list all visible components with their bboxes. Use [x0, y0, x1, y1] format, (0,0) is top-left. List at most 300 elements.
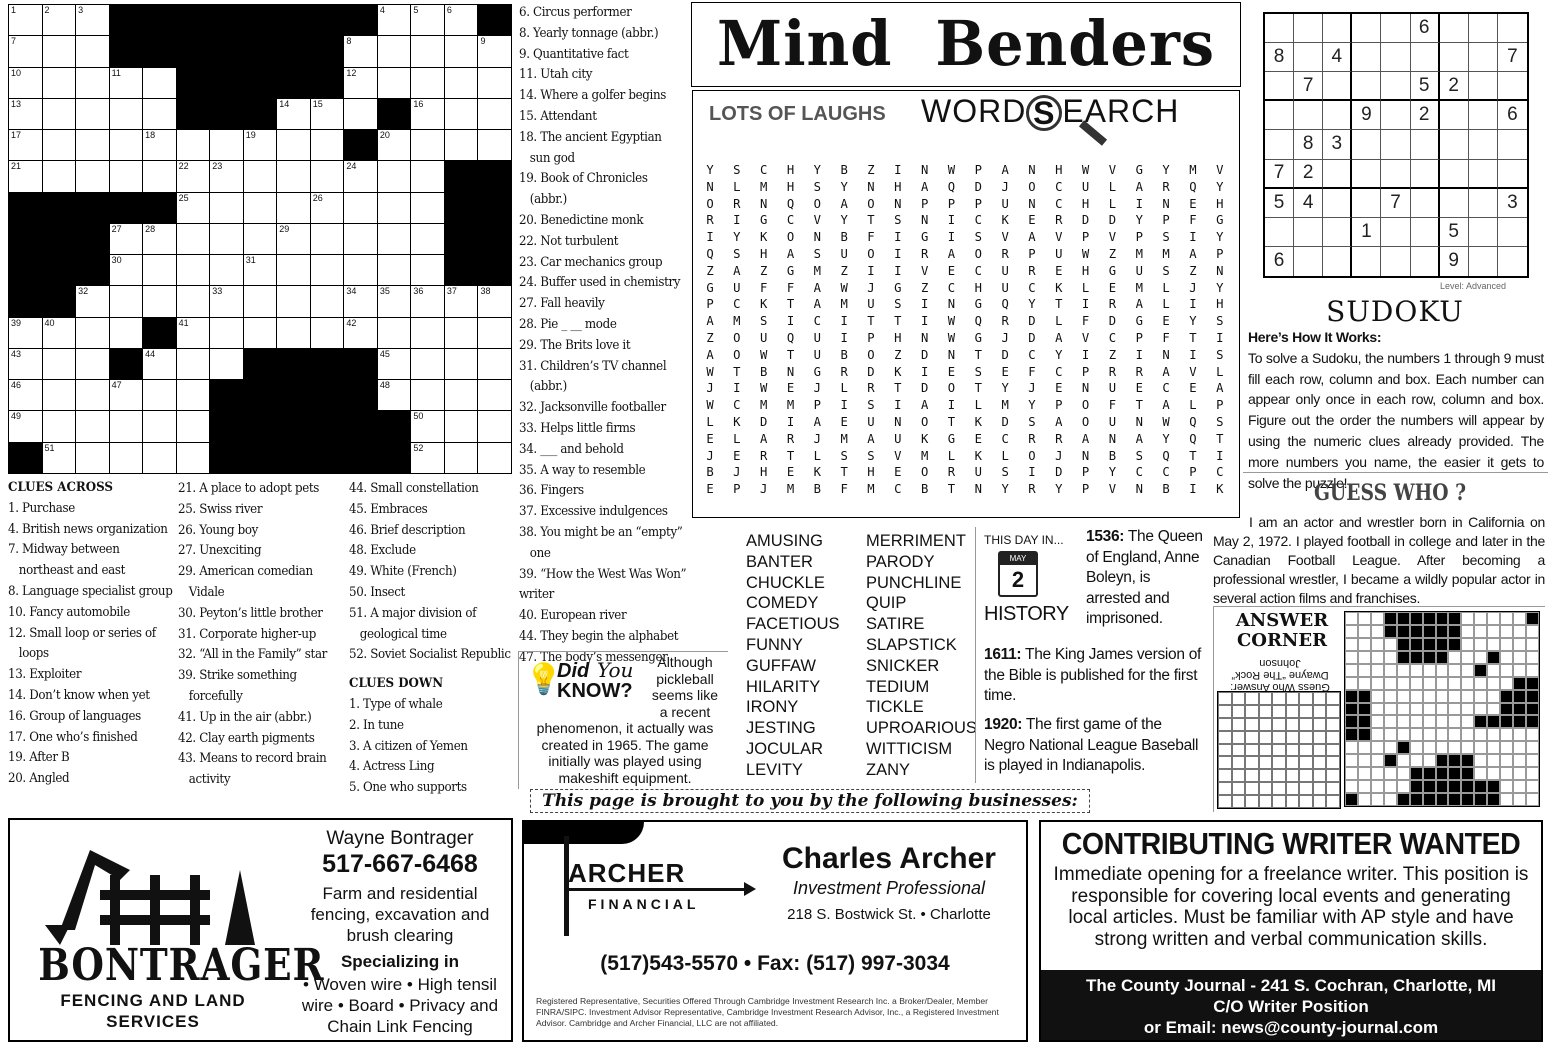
crossword-cell[interactable]	[411, 36, 444, 66]
crossword-cell[interactable]	[43, 318, 76, 348]
crossword-cell[interactable]	[478, 286, 511, 316]
crossword-cell[interactable]	[244, 286, 277, 316]
word-search-letter[interactable]: G	[894, 280, 902, 295]
word-search-letter[interactable]: T	[840, 465, 848, 480]
word-search-letter[interactable]: H	[1216, 297, 1224, 312]
crossword-cell[interactable]	[110, 380, 143, 410]
crossword-cell[interactable]	[411, 193, 444, 223]
word-search-letter[interactable]: Y	[813, 163, 821, 177]
word-search-letter[interactable]: V	[1108, 230, 1117, 245]
crossword-cell[interactable]	[344, 224, 377, 254]
word-search-letter[interactable]: L	[1001, 448, 1009, 463]
word-search-letter[interactable]: S	[813, 179, 821, 194]
crossword-cell[interactable]	[210, 255, 243, 285]
word-search-letter[interactable]: S	[840, 448, 848, 463]
word-search-letter[interactable]: T	[894, 381, 902, 396]
word-search-letter[interactable]: A	[947, 246, 956, 261]
crossword-cell[interactable]	[445, 349, 478, 379]
word-search-letter[interactable]: S	[733, 163, 741, 177]
word-search-letter[interactable]: I	[1189, 297, 1197, 312]
crossword-cell[interactable]	[143, 161, 176, 191]
word-search-letter[interactable]: O	[813, 196, 821, 211]
crossword-cell[interactable]	[143, 99, 176, 129]
sudoku-cell[interactable]	[1381, 247, 1410, 276]
sudoku-cell[interactable]	[1498, 218, 1527, 247]
word-search-letter[interactable]: O	[1028, 179, 1036, 194]
word-search-letter[interactable]: Q	[974, 314, 982, 329]
crossword-cell[interactable]	[344, 68, 377, 98]
word-search-letter[interactable]: S	[1135, 448, 1143, 463]
word-search-letter[interactable]: I	[1081, 297, 1090, 312]
word-search-letter[interactable]: Y	[1135, 213, 1143, 228]
word-search-letter[interactable]: A	[759, 431, 768, 446]
word-search-letter[interactable]: I	[894, 263, 902, 278]
word-search-letter[interactable]: M	[840, 297, 848, 312]
word-search-letter[interactable]: Z	[706, 330, 714, 345]
word-search-letter[interactable]: G	[974, 297, 982, 312]
word-search-letter[interactable]: V	[1216, 163, 1224, 177]
word-search-letter[interactable]: O	[867, 347, 875, 362]
word-search-letter[interactable]: S	[759, 314, 768, 329]
sudoku-cell[interactable]	[1352, 14, 1381, 43]
crossword-cell[interactable]	[9, 349, 42, 379]
word-search-letter[interactable]: C	[733, 398, 741, 413]
word-search-letter[interactable]: N	[706, 179, 714, 194]
word-search-letter[interactable]: A	[1028, 230, 1036, 245]
word-search-letter[interactable]: N	[920, 163, 929, 177]
crossword-cell[interactable]	[277, 286, 310, 316]
sudoku-cell[interactable]	[1440, 14, 1469, 43]
word-search-letter[interactable]: T	[947, 414, 956, 429]
crossword-cell[interactable]	[378, 318, 411, 348]
crossword-cell[interactable]	[445, 286, 478, 316]
word-search-letter[interactable]: A	[706, 314, 714, 329]
crossword-cell[interactable]	[277, 193, 310, 223]
sudoku-cell[interactable]	[1352, 189, 1381, 218]
word-search-letter[interactable]: S	[1162, 263, 1170, 278]
word-search-letter[interactable]: R	[1055, 213, 1063, 228]
word-search-letter[interactable]: C	[1108, 330, 1117, 345]
word-search-letter[interactable]: R	[1028, 263, 1036, 278]
sudoku-cell[interactable]	[1294, 101, 1323, 130]
sudoku-cell[interactable]	[1411, 43, 1440, 72]
word-search-letter[interactable]: L	[1162, 297, 1170, 312]
crossword-cell[interactable]	[445, 411, 478, 441]
word-search-letter[interactable]: C	[1055, 196, 1063, 211]
crossword-cell[interactable]	[110, 130, 143, 160]
word-search-letter[interactable]: D	[759, 414, 768, 429]
crossword-cell[interactable]	[411, 349, 444, 379]
crossword-cell[interactable]	[177, 130, 210, 160]
crossword-cell[interactable]	[411, 5, 444, 35]
word-search-letter[interactable]: O	[920, 414, 929, 429]
word-search-letter[interactable]: C	[1162, 465, 1170, 480]
word-search-letter[interactable]: L	[1216, 364, 1224, 379]
crossword-cell[interactable]	[210, 349, 243, 379]
word-search-letter[interactable]: K	[1001, 213, 1009, 228]
word-search-letter[interactable]: B	[840, 347, 848, 362]
crossword-cell[interactable]	[478, 349, 511, 379]
word-search-letter[interactable]: T	[733, 364, 741, 379]
word-search-letter[interactable]: I	[1216, 448, 1224, 463]
crossword-cell[interactable]	[143, 130, 176, 160]
word-search-letter[interactable]: T	[1189, 448, 1197, 463]
crossword-cell[interactable]	[43, 443, 76, 473]
word-search-letter[interactable]: N	[1162, 196, 1170, 211]
word-search-letter[interactable]: K	[1216, 482, 1224, 497]
word-search-letter[interactable]: R	[759, 448, 768, 463]
word-search-letter[interactable]: K	[759, 230, 768, 245]
crossword-cell[interactable]	[244, 193, 277, 223]
crossword-cell[interactable]	[110, 286, 143, 316]
word-search-letter[interactable]: K	[920, 431, 929, 446]
word-search-letter[interactable]: C	[1216, 465, 1224, 480]
word-search-letter[interactable]: Q	[786, 330, 795, 345]
word-search-letter[interactable]: I	[1189, 230, 1197, 245]
word-search-letter[interactable]: L	[733, 431, 741, 446]
crossword-cell[interactable]	[344, 255, 377, 285]
word-search-letter[interactable]: R	[920, 246, 929, 261]
word-search-letter[interactable]: E	[786, 465, 795, 480]
crossword-cell[interactable]	[445, 5, 478, 35]
crossword-cell[interactable]	[311, 99, 344, 129]
word-search-letter[interactable]: F	[867, 230, 875, 245]
crossword-cell[interactable]	[378, 130, 411, 160]
word-search-letter[interactable]: B	[759, 364, 768, 379]
crossword-cell[interactable]	[411, 68, 444, 98]
word-search-letter[interactable]: R	[1135, 364, 1143, 379]
word-search-letter[interactable]: V	[1081, 330, 1090, 345]
crossword-cell[interactable]	[445, 68, 478, 98]
crossword-cell[interactable]	[76, 443, 109, 473]
word-search-letter[interactable]: S	[894, 297, 902, 312]
crossword-cell[interactable]	[76, 99, 109, 129]
word-search-letter[interactable]: Z	[759, 263, 768, 278]
crossword-cell[interactable]	[311, 224, 344, 254]
crossword-cell[interactable]	[177, 286, 210, 316]
word-search-letter[interactable]: E	[1055, 263, 1063, 278]
crossword-cell[interactable]	[378, 349, 411, 379]
word-search-letter[interactable]: E	[947, 364, 956, 379]
crossword-cell[interactable]	[43, 349, 76, 379]
word-search-letter[interactable]: W	[706, 364, 714, 379]
sudoku-cell[interactable]	[1265, 130, 1294, 159]
crossword-cell[interactable]	[277, 130, 310, 160]
word-search-letter[interactable]: Y	[1216, 230, 1224, 245]
word-search-letter[interactable]: P	[1028, 246, 1036, 261]
word-search-letter[interactable]: J	[867, 280, 875, 295]
sudoku-cell[interactable]	[1469, 189, 1498, 218]
crossword-cell[interactable]	[445, 36, 478, 66]
word-search-letter[interactable]: T	[786, 297, 795, 312]
crossword-cell[interactable]	[177, 161, 210, 191]
word-search-letter[interactable]: N	[786, 364, 795, 379]
crossword-cell[interactable]	[143, 443, 176, 473]
word-search-letter[interactable]: S	[867, 448, 875, 463]
word-search-letter[interactable]: I	[947, 398, 956, 413]
word-search-letter[interactable]: R	[1108, 364, 1117, 379]
sudoku-cell[interactable]	[1294, 247, 1323, 276]
word-search-letter[interactable]: Q	[1189, 431, 1197, 446]
sudoku-cell[interactable]	[1294, 43, 1323, 72]
crossword-cell[interactable]	[411, 255, 444, 285]
word-search-letter[interactable]: D	[1001, 347, 1009, 362]
word-search-letter[interactable]: E	[733, 448, 741, 463]
word-search-letter[interactable]: K	[733, 414, 741, 429]
word-search-letter[interactable]: U	[974, 465, 982, 480]
word-search-letter[interactable]: D	[1055, 465, 1063, 480]
word-search-letter[interactable]: K	[894, 364, 902, 379]
word-search-letter[interactable]: P	[1135, 230, 1143, 245]
crossword-cell[interactable]	[43, 36, 76, 66]
word-search-letter[interactable]: W	[1162, 414, 1170, 429]
sudoku-cell[interactable]	[1323, 72, 1352, 101]
crossword-cell[interactable]	[478, 380, 511, 410]
word-search-letter[interactable]: P	[1081, 230, 1090, 245]
crossword-cell[interactable]	[244, 255, 277, 285]
word-search-letter[interactable]: P	[1135, 330, 1143, 345]
word-search-letter[interactable]: T	[786, 347, 795, 362]
word-search-letter[interactable]: R	[1001, 314, 1009, 329]
word-search-letter[interactable]: L	[1081, 280, 1090, 295]
crossword-cell[interactable]	[110, 443, 143, 473]
word-search-letter[interactable]: I	[920, 314, 929, 329]
crossword-cell[interactable]	[177, 193, 210, 223]
word-search-letter[interactable]: C	[947, 280, 956, 295]
sudoku-cell[interactable]	[1440, 43, 1469, 72]
sudoku-cell[interactable]	[1352, 130, 1381, 159]
word-search-letter[interactable]: M	[1135, 280, 1143, 295]
word-search-letter[interactable]: S	[1001, 465, 1009, 480]
word-search-letter[interactable]: I	[920, 364, 929, 379]
word-search-letter[interactable]: A	[1135, 431, 1143, 446]
word-search-letter[interactable]: V	[1001, 230, 1009, 245]
sudoku-cell[interactable]	[1469, 160, 1498, 189]
word-search-letter[interactable]: A	[1189, 246, 1197, 261]
word-search-letter[interactable]: E	[1189, 381, 1197, 396]
word-search-letter[interactable]: O	[786, 230, 795, 245]
word-search-letter[interactable]: O	[867, 246, 875, 261]
word-search-letter[interactable]: L	[1162, 280, 1170, 295]
word-search-letter[interactable]: U	[759, 330, 768, 345]
word-search-letter[interactable]: N	[1135, 414, 1143, 429]
crossword-cell[interactable]	[277, 255, 310, 285]
word-search-letter[interactable]: S	[813, 246, 821, 261]
crossword-cell[interactable]	[411, 161, 444, 191]
word-search-letter[interactable]: I	[920, 297, 929, 312]
word-search-letter[interactable]: S	[733, 246, 741, 261]
word-search-letter[interactable]: A	[813, 280, 821, 295]
sudoku-cell[interactable]	[1498, 14, 1527, 43]
word-search-letter[interactable]: E	[1108, 280, 1117, 295]
word-search-letter[interactable]: Z	[1108, 347, 1117, 362]
word-search-letter[interactable]: P	[1216, 246, 1224, 261]
crossword-cell[interactable]	[9, 68, 42, 98]
word-search-letter[interactable]: Z	[706, 263, 714, 278]
word-search-letter[interactable]: G	[1135, 314, 1143, 329]
crossword-cell[interactable]	[76, 380, 109, 410]
word-search-letter[interactable]: Y	[1028, 297, 1036, 312]
word-search-letter[interactable]: T	[974, 347, 982, 362]
word-search-letter[interactable]: H	[1081, 263, 1090, 278]
sudoku-cell[interactable]	[1469, 72, 1498, 101]
word-search-letter[interactable]: T	[974, 381, 982, 396]
word-search-letter[interactable]: B	[920, 482, 929, 497]
crossword-cell[interactable]	[244, 318, 277, 348]
word-search-letter[interactable]: S	[1216, 314, 1224, 329]
crossword-cell[interactable]	[244, 130, 277, 160]
word-search-letter[interactable]: U	[813, 347, 821, 362]
word-search-letter[interactable]: I	[786, 414, 795, 429]
sudoku-cell[interactable]	[1411, 130, 1440, 159]
word-search-letter[interactable]: J	[1028, 381, 1036, 396]
word-search-letter[interactable]: B	[1108, 448, 1117, 463]
word-search-letter[interactable]: M	[840, 431, 848, 446]
word-search-letter[interactable]: O	[1081, 414, 1090, 429]
word-search-letter[interactable]: B	[813, 482, 821, 497]
sudoku-cell[interactable]	[1440, 189, 1469, 218]
word-search-letter[interactable]: U	[1055, 246, 1063, 261]
word-search-letter[interactable]: A	[1162, 364, 1170, 379]
sudoku-cell[interactable]	[1440, 101, 1469, 130]
word-search-letter[interactable]: Q	[786, 196, 795, 211]
crossword-cell[interactable]	[177, 443, 210, 473]
word-search-letter[interactable]: H	[894, 330, 902, 345]
word-search-letter[interactable]: O	[974, 246, 982, 261]
word-search-letter[interactable]: T	[867, 314, 875, 329]
word-search-letter[interactable]: J	[733, 465, 741, 480]
sudoku-cell[interactable]	[1323, 14, 1352, 43]
word-search-letter[interactable]: V	[920, 263, 929, 278]
crossword-cell[interactable]	[277, 224, 310, 254]
crossword-cell[interactable]	[311, 193, 344, 223]
crossword-cell[interactable]	[210, 318, 243, 348]
word-search-letter[interactable]: T	[867, 213, 875, 228]
word-search-letter[interactable]: I	[1216, 330, 1224, 345]
crossword-cell[interactable]	[143, 380, 176, 410]
crossword-cell[interactable]	[177, 255, 210, 285]
crossword-cell[interactable]	[378, 255, 411, 285]
sudoku-cell[interactable]	[1352, 160, 1381, 189]
crossword-cell[interactable]	[378, 36, 411, 66]
word-search-letter[interactable]: R	[786, 431, 795, 446]
word-search-letter[interactable]: Q	[1189, 179, 1197, 194]
sudoku-cell[interactable]	[1323, 160, 1352, 189]
crossword-cell[interactable]	[9, 161, 42, 191]
word-search-letter[interactable]: N	[947, 297, 956, 312]
word-search-letter[interactable]: E	[894, 465, 902, 480]
word-search-letter[interactable]: U	[1081, 179, 1090, 194]
crossword-cell[interactable]	[445, 380, 478, 410]
crossword-cell[interactable]	[311, 161, 344, 191]
crossword-cell[interactable]	[43, 5, 76, 35]
word-search-letter[interactable]: D	[1028, 330, 1036, 345]
crossword-cell[interactable]	[143, 255, 176, 285]
word-search-letter[interactable]: C	[813, 314, 821, 329]
word-search-letter[interactable]: Y	[1189, 314, 1197, 329]
crossword-cell[interactable]	[9, 5, 42, 35]
word-search-letter[interactable]: Z	[840, 263, 848, 278]
word-search-letter[interactable]: G	[974, 330, 982, 345]
crossword-cell[interactable]	[478, 411, 511, 441]
word-search-letter[interactable]: W	[1081, 246, 1090, 261]
crossword-cell[interactable]	[43, 380, 76, 410]
word-search-letter[interactable]: N	[1028, 163, 1036, 177]
word-search-letter[interactable]: N	[867, 179, 875, 194]
word-search-letter[interactable]: U	[1108, 414, 1117, 429]
word-search-letter[interactable]: G	[786, 263, 795, 278]
word-search-letter[interactable]: H	[1055, 163, 1063, 177]
sudoku-cell[interactable]	[1265, 14, 1294, 43]
word-search-letter[interactable]: L	[1055, 314, 1063, 329]
sudoku-cell[interactable]	[1323, 247, 1352, 276]
word-search-letter[interactable]: O	[1028, 448, 1036, 463]
word-search-letter[interactable]: I	[1135, 347, 1143, 362]
word-search-letter[interactable]: A	[1162, 398, 1170, 413]
word-search-letter[interactable]: E	[706, 431, 714, 446]
word-search-letter[interactable]: U	[1001, 280, 1009, 295]
word-search-letter[interactable]: J	[759, 482, 768, 497]
word-search-letter[interactable]: U	[867, 297, 875, 312]
word-search-letter[interactable]: T	[1216, 431, 1224, 446]
word-search-letter[interactable]: A	[1216, 381, 1224, 396]
word-search-letter[interactable]: R	[1108, 297, 1117, 312]
word-search-letter[interactable]: P	[1081, 482, 1090, 497]
word-search-letter[interactable]: D	[920, 347, 929, 362]
word-search-letter[interactable]: Z	[867, 163, 875, 177]
word-search-letter[interactable]: J	[1055, 448, 1063, 463]
crossword-cell[interactable]	[76, 5, 109, 35]
word-search-letter[interactable]: N	[894, 414, 902, 429]
word-search-letter[interactable]: E	[1162, 314, 1170, 329]
word-search-letter[interactable]: Z	[894, 347, 902, 362]
sudoku-cell[interactable]	[1411, 218, 1440, 247]
word-search-letter[interactable]: C	[1028, 280, 1036, 295]
crossword-cell[interactable]	[411, 130, 444, 160]
word-search-letter[interactable]: M	[786, 398, 795, 413]
word-search-letter[interactable]: U	[813, 330, 821, 345]
word-search-letter[interactable]: V	[813, 213, 821, 228]
word-search-letter[interactable]: C	[733, 297, 741, 312]
word-search-letter[interactable]: A	[786, 246, 795, 261]
word-search-letter[interactable]: W	[759, 381, 768, 396]
word-search-letter[interactable]: P	[974, 163, 982, 177]
crossword-cell[interactable]	[9, 130, 42, 160]
crossword-cell[interactable]	[143, 224, 176, 254]
sudoku-cell[interactable]	[1381, 72, 1410, 101]
word-search-letter[interactable]: I	[947, 213, 956, 228]
word-search-letter[interactable]: L	[733, 179, 741, 194]
word-search-letter[interactable]: S	[974, 364, 982, 379]
word-search-letter[interactable]: K	[974, 448, 982, 463]
word-search-letter[interactable]: I	[1189, 482, 1197, 497]
word-search-letter[interactable]: W	[947, 314, 956, 329]
word-search-letter[interactable]: N	[1108, 431, 1117, 446]
word-search-letter[interactable]: D	[1108, 314, 1117, 329]
word-search-letter[interactable]: V	[1055, 230, 1063, 245]
word-search-letter[interactable]: K	[974, 414, 982, 429]
sudoku-cell[interactable]	[1469, 14, 1498, 43]
word-search-letter[interactable]: N	[1216, 263, 1224, 278]
sudoku-cell[interactable]	[1265, 218, 1294, 247]
word-search-letter[interactable]: G	[813, 364, 821, 379]
sudoku-cell[interactable]	[1411, 189, 1440, 218]
word-search-letter[interactable]: G	[1135, 163, 1143, 177]
word-search-letter[interactable]: A	[920, 398, 929, 413]
word-search-letter[interactable]: U	[1108, 381, 1117, 396]
sudoku-cell[interactable]	[1323, 189, 1352, 218]
crossword-cell[interactable]	[378, 193, 411, 223]
